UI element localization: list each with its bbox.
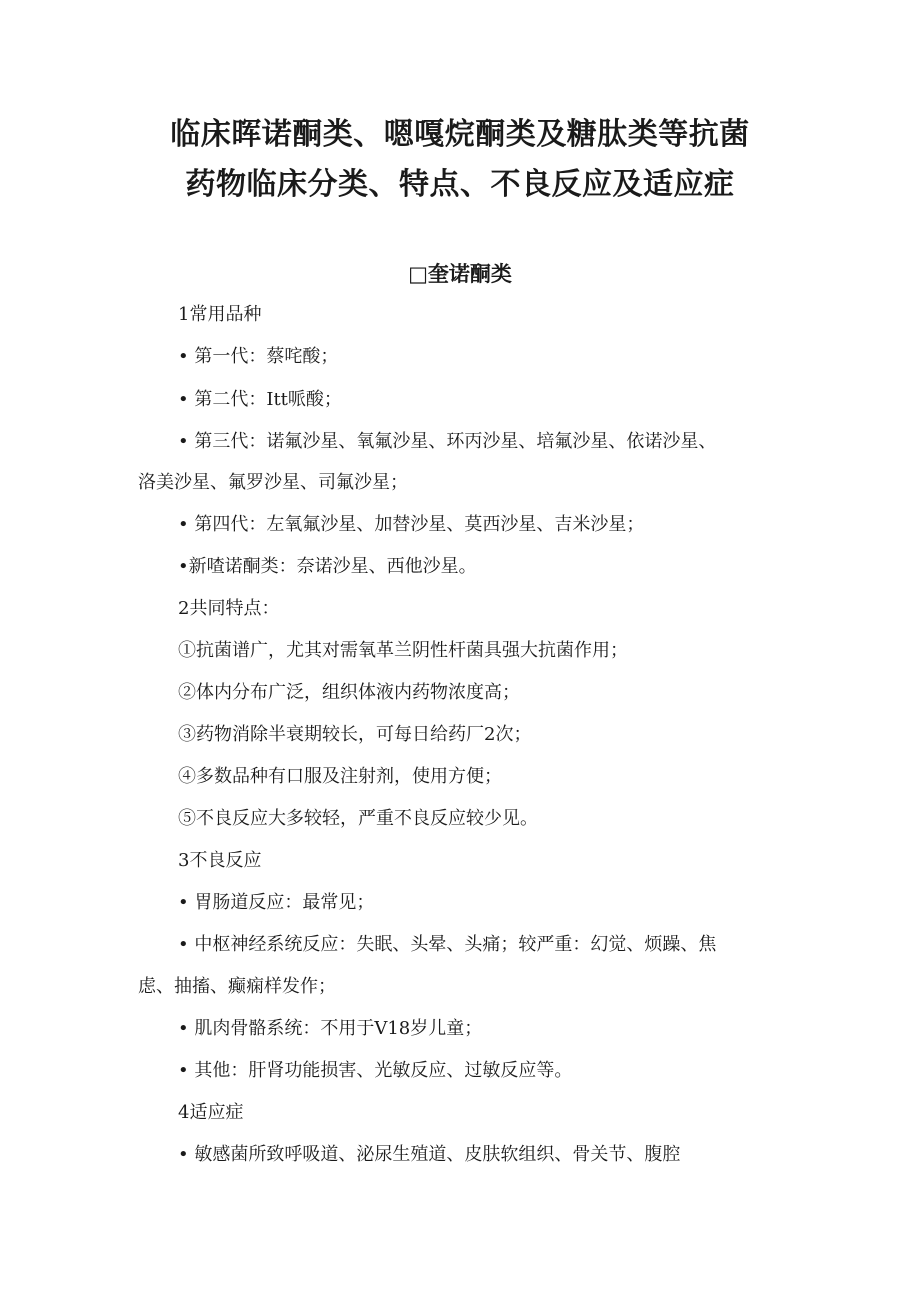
list-item-musculoskeletal: • 肌肉骨骼系统：不用于V18岁儿童； (178, 1018, 483, 1039)
subsection-heading-common-features: 2共同特点： (178, 598, 280, 619)
document-title-line-2: 药物临床分类、特点、不良反应及适应症 (185, 167, 735, 202)
document-title-line-1: 临床晖诺酮类、嗯嘎烷酮类及糖肽类等抗菌 (170, 117, 750, 152)
list-item-feature-5: ⑤不良反应大多较轻，严重不良反应较少见。 (178, 808, 538, 829)
list-item-feature-2: ②体内分布广泛，组织体液内药物浓度高； (178, 682, 520, 703)
list-item-feature-3: ③药物消除半衰期较长，可每日给药厂2次； (178, 724, 532, 745)
list-item-second-generation: • 第二代：Itt哌酸； (178, 389, 342, 410)
list-item-cns-reaction: • 中枢神经系统反应：失眠、头晕、头痛；较严重：幻觉、烦躁、焦 (178, 934, 717, 955)
list-item-fourth-generation: • 第四代：左氧氟沙星、加替沙星、莫西沙星、吉米沙星； (178, 514, 645, 535)
list-item-feature-1: ①抗菌谱广，尤其对需氧革兰阴性杆菌具强大抗菌作用； (178, 640, 628, 661)
list-item-third-generation: • 第三代：诺氟沙星、氧氟沙星、环丙沙星、培氟沙星、依诺沙星、 (178, 431, 717, 452)
list-item-third-generation-continued: 洛美沙星、氟罗沙星、司氟沙星； (138, 472, 408, 493)
subsection-heading-common-varieties: 1常用品种 (178, 304, 262, 325)
list-item-first-generation: • 第一代：蔡咤酸； (178, 346, 339, 367)
section-heading: □奎诺酮类 (408, 262, 512, 286)
list-item-indication-1: • 敏感菌所致呼吸道、泌尿生殖道、皮肤软组织、骨关节、腹腔 (178, 1144, 681, 1165)
list-item-feature-4: ④多数品种有口服及注射剂，使用方便； (178, 766, 502, 787)
subsection-heading-indications: 4适应症 (178, 1102, 244, 1123)
list-item-gi-reaction: • 胃肠道反应：最常见； (178, 892, 375, 913)
subsection-heading-adverse-reactions: 3不良反应 (178, 850, 262, 871)
list-item-new-quinolones: •新喳诺酮类：奈诺沙星、西他沙星。 (178, 556, 477, 577)
list-item-other-reactions: • 其他：肝肾功能损害、光敏反应、过敏反应等。 (178, 1060, 573, 1081)
list-item-cns-reaction-continued: 虑、抽搐、癫痫样发作； (138, 976, 336, 997)
